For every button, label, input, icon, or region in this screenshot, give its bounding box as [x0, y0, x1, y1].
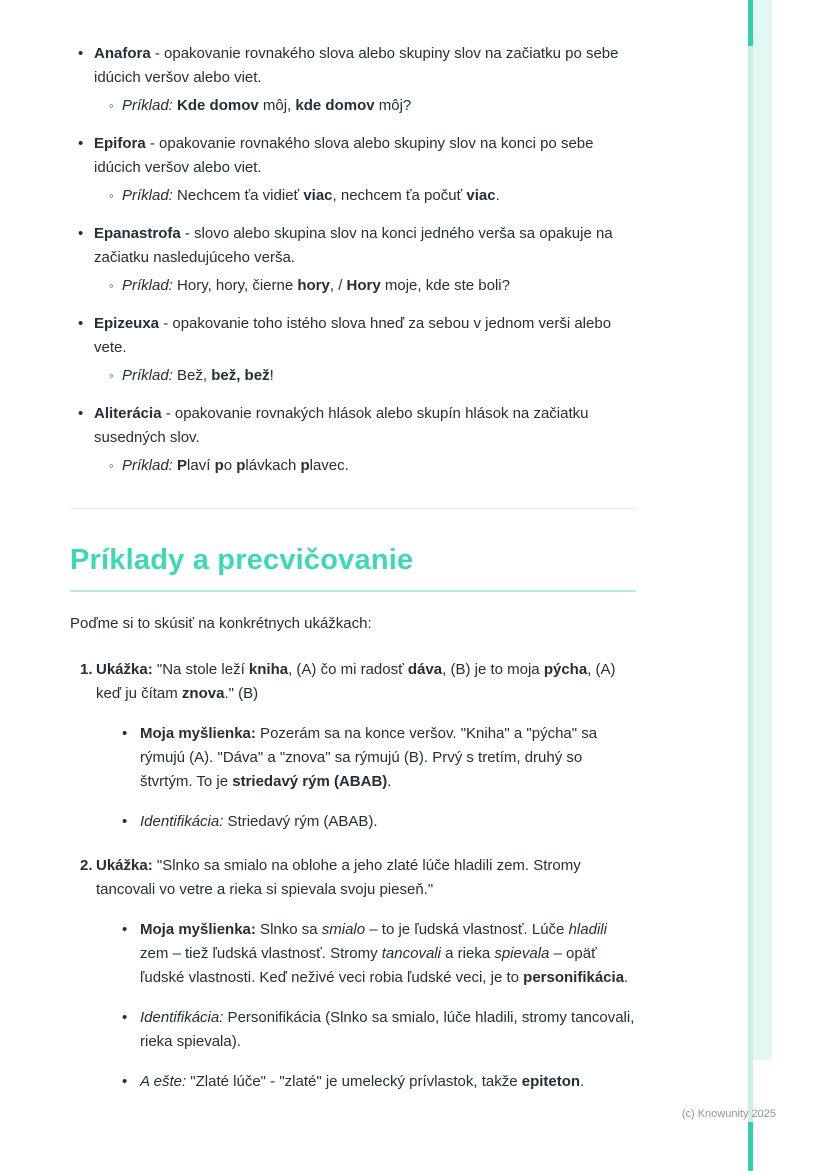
exercise-point: [122, 918, 636, 990]
term-definition: Aliterácia - opakovanie rovnakých hlások alebo skupín hlások na začiatku susedných slov.: [94, 405, 589, 446]
bullet-circle-icon: ◦: [109, 278, 114, 293]
bullet-circle-icon: ◦: [109, 458, 114, 473]
exercise-point: [122, 1006, 636, 1054]
bullet-disc-icon: •: [78, 135, 84, 152]
exercise-1: [70, 658, 636, 834]
section-heading: Príklady a precvičovanie: [70, 544, 414, 576]
footer-credit: (c) Knowunity 2025: [681, 1108, 776, 1120]
term-definition: Anafora - opakovanie rovnakého slova alebo skupiny slov na začiatku po sebe idúcich veršov alebo viet.: [94, 45, 619, 86]
bullet-disc-icon: •: [78, 315, 84, 332]
exercise-prompt: Ukážka: "Na stole leží kniha, (A) čo mi radosť dáva, (B) je to moja pýcha, (A) keď ju čítam znova." (B): [96, 661, 616, 702]
right-rail-line: [748, 0, 753, 1171]
heading-underline: [70, 590, 636, 592]
bullet-disc-icon: •: [78, 45, 84, 62]
term-epanastrofa: [70, 222, 636, 298]
right-rail-accent-top: [748, 0, 753, 46]
term-epifora: [70, 132, 636, 208]
term-example: Príklad: Nechcem ťa vidieť viac, nechcem ťa počuť viac.: [122, 187, 500, 204]
right-rail-track: [752, 0, 772, 1060]
exercise-list: [70, 658, 636, 1094]
bullet-circle-icon: ◦: [109, 98, 114, 113]
term-example: Príklad: Hory, hory, čierne hory, / Hory moje, kde ste boli?: [122, 277, 510, 294]
term-epizeuxa: [70, 312, 636, 388]
bullet-circle-icon: ◦: [109, 368, 114, 383]
section-divider: [70, 508, 636, 509]
bullet-disc-icon: •: [122, 1009, 128, 1026]
bullet-disc-icon: •: [122, 813, 128, 830]
bullet-disc-icon: •: [122, 921, 128, 938]
bullet-disc-icon: •: [122, 1073, 128, 1090]
section-intro: Poďme si to skúsiť na konkrétnych ukážkach:: [70, 615, 372, 632]
bullet-disc-icon: •: [122, 725, 128, 742]
term-example: Príklad: Kde domov môj, kde domov môj?: [122, 97, 412, 114]
exercise-identification: Identifikácia: Personifikácia (Slnko sa smialo, lúče hladili, stromy tancovali, rieka spievala).: [140, 1009, 635, 1050]
exercise-prompt: Ukážka: "Slnko sa smialo na oblohe a jeho zlaté lúče hladili zem. Stromy tancovali vo vetre a rieka si spievala svoju pieseň.": [96, 857, 581, 898]
exercise-point: [122, 1070, 636, 1094]
term-definition: Epanastrofa - slovo alebo skupina slov na konci jedného verša sa opakuje na začiatku nasledujúceho verša.: [94, 225, 613, 266]
list-number: 1.: [80, 661, 93, 678]
exercise-identification: Identifikácia: Striedavý rým (ABAB).: [140, 813, 378, 830]
term-anafora: [70, 42, 636, 118]
term-example: Príklad: Plaví po plávkach plavec.: [122, 457, 349, 474]
term-definition: Epizeuxa - opakovanie toho istého slova hneď za sebou v jednom verši alebo vete.: [94, 315, 612, 356]
term-list: [70, 42, 636, 478]
exercise-thought: Moja myšlienka: Slnko sa smialo – to je ľudská vlastnosť. Lúče hladili zem – tiež ľudská vlastnosť. Stromy tancovali a rieka spievala – opäť ľudské vlastnosti. Keď neživé veci robia ľudské veci, je to personifikácia.: [140, 921, 629, 986]
right-rail-accent-bottom: [748, 1122, 753, 1171]
term-aliteracia: [70, 402, 636, 478]
exercise-thought: Moja myšlienka: Pozerám sa na konce veršov. "Kniha" a "pýcha" sa rýmujú (A). "Dáva" a "znova" sa rýmujú (B). Prvý s tretím, druhý so štvrtým. To je striedavý rým (ABAB).: [140, 725, 598, 790]
exercise-2: [70, 854, 636, 1094]
bullet-disc-icon: •: [78, 225, 84, 242]
document-content: [70, 42, 636, 1114]
exercise-point: [122, 810, 636, 834]
list-number: 2.: [80, 857, 93, 874]
term-example: Príklad: Bež, bež, bež!: [122, 367, 274, 384]
term-definition: Epifora - opakovanie rovnakého slova alebo skupiny slov na konci po sebe idúcich veršov alebo viet.: [94, 135, 594, 176]
bullet-disc-icon: •: [78, 405, 84, 422]
exercise-point: [122, 722, 636, 794]
bullet-circle-icon: ◦: [109, 188, 114, 203]
exercise-extra-note: A ešte: "Zlaté lúče" - "zlaté" je umelecký prívlastok, takže epiteton.: [140, 1073, 585, 1090]
